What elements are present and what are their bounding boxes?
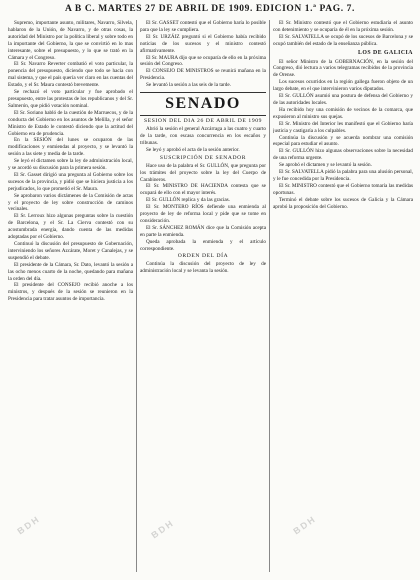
column-divider [136, 20, 137, 572]
paragraph: Los sucesos ocurridos en la región gallega fueron objeto de un largo debate, en el que intervinieron varios diputados. [273, 79, 413, 93]
subheading: ORDEN DEL DÍA [177, 253, 229, 260]
paragraph: El Sr. Ministro contestó que el Gobierno estudiaría el asunto con detenimiento y se ocuparía de él en la próxima sesión. [273, 20, 413, 33]
paragraph: El señor Ministro de la GOBERNACIÓN, en la sesión del Congreso, dió lectura a varios telegramas recibidos de la provincia de Orense. [273, 58, 413, 79]
paragraph: El Sr. MONTERO RÍOS defiende una enmienda al proyecto de ley de reforma local y pide que se tome en consideración. [140, 204, 266, 224]
paragraph: Continúa la discusión del proyecto de ley de administración local y se levanta la sesión. [140, 261, 266, 275]
paragraph: Ha recibido hoy una comisión de vecinos de la comarca, que expusieron al ministro sus quejas. [273, 106, 413, 120]
paragraph: El Sr. MAURA dijo que se ocuparía de ello en la próxima sesión del Congreso. [140, 54, 266, 68]
subheading: SUSCRIPCIÓN DE SENADOR [159, 154, 247, 161]
paragraph: El Sr. Ministro del Interior les manifestó que el Gobierno haría justicia y castigaría a los culpables. [273, 120, 413, 134]
paragraph: Continúa la discusión y se acuerda nombrar una comisión especial para estudiar el asunto. [273, 134, 413, 148]
section-heading: LOS DE GALICIA [358, 49, 413, 56]
paragraph: El Sr. GULLÓN asumió una postura de defensa del Gobierno y de las autoridades locales. [273, 93, 413, 106]
section-title: SENADO [140, 92, 266, 116]
paragraph: El Sr. GULLÓN hizo algunas observaciones sobre la necesidad de una reforma urgente. [273, 148, 413, 162]
paragraph: Queda aprobada la enmienda y el artículo correspondiente. [140, 238, 266, 252]
paragraph: Se leyó y aprobó el acta de la sesión anterior. [146, 146, 240, 153]
column-divider [269, 20, 270, 572]
column-3 [273, 20, 413, 572]
paragraph: El CONSEJO DE MINISTROS se reunirá mañana en la Presidencia. [140, 68, 266, 82]
paragraph: Continuó la discusión del presupuesto de Gobernación, interviniendo los señores Azcárate, Moret y Canalejas, y se suspendió el debate. [8, 241, 133, 261]
paragraph: El Sr. GASSET contestó que el Gobierno haría lo posible para que la ley se cumpliera. [140, 20, 266, 33]
paragraph: El Sr. GULLÓN replica y da las gracias. [146, 197, 230, 204]
paragraph: El Sr. MINISTRO contestó que el Gobierno tomaría las medidas oportunas. [273, 182, 413, 196]
page-header: A B C. MARTES 27 DE ABRIL DE 1909. EDICION 1.ª PAG. 7. [65, 4, 355, 14]
paragraph: Se leyó el dictamen sobre la ley de administración local, y se acordó su discusión para la primera sesión. [8, 158, 133, 172]
paragraph: El Sr. URZÁIZ preguntó si el Gobierno había recibido noticias de los sucesos y el ministro contestó afirmativamente. [140, 33, 266, 54]
paragraph: Se rechazó el voto particular y fue aprobado el presupuesto, entre las protestas de los republicanos y del Sr. Salmerón, que pidió votación nominal. [8, 89, 133, 109]
paragraph: Terminó el debate sobre los sucesos de Galicia y la Cámara aprobó la proposición del Gobierno. [273, 196, 413, 210]
column-1 [8, 20, 133, 572]
paragraph: El Sr. Navarro Reverter combatió el voto particular, la ponencia del presupuesto, diciendo que todo se hacía con mal sistema, y que el país quería ver claro en las cuentas del Estado, y el Sr. Maura contestó brevemente. [8, 61, 133, 89]
column-2 [140, 20, 266, 572]
paragraph: El presidente del CONSEJO recibió anoche a los ministros, y después de la sesión se reunieron en la Presidencia para tratar asuntos de importancia. [8, 282, 133, 303]
paragraph: El presidente de la Cámara, Sr. Dato, levantó la sesión a las ocho menos cuarto de la noche, quedando para mañana la orden del día. [8, 261, 133, 282]
watermark: BDH [149, 517, 177, 541]
paragraph: Abrió la sesión el general Azcárraga a las cuatro y cuarto de la tarde, con escasa concurrencia en los escaños y tribunas. [140, 126, 266, 146]
paragraph: Se levantó la sesión a las seis de la tarde. [146, 82, 231, 89]
paragraph: El Sr. MINISTRO DE HACIENDA contesta que se ocupará de ello con el mayor interés. [140, 183, 266, 197]
paragraph: El Sr. SALVATELLA se ocupó de los sucesos de Barcelona y se ocupó también del estado de la enseñanza pública. [273, 33, 413, 47]
section-subtitle: SESION DEL DIA 26 DE ABRIL DE 1909 [143, 118, 263, 125]
watermark: BDH [291, 513, 319, 537]
paragraph: El Sr. SÁNCHEZ ROMÁN dice que la Comisión acepta en parte la enmienda. [140, 224, 266, 238]
paragraph: El Sr. Lerroux hizo algunas preguntas sobre la cuestión de Barcelona, y el Sr. La Cierva contestó con su acostumbrada energía, dando cuenta de las medidas adoptadas por el Gobierno. [8, 213, 133, 241]
paragraph: El Sr. Gasset dirigió una pregunta al Gobierno sobre los sucesos de la provincia, y pidió que se hiciera justicia a los perjudicados, lo que prometió el Sr. Maura. [8, 171, 133, 192]
paragraph: Hace uso de la palabra el Sr. GULLÓN, que pregunta por los trámites del proyecto sobre la ley del Cuerpo de Carabineros. [140, 162, 266, 183]
paragraph: El Sr. Soriano habló de la cuestión de Marruecos, y de la conducta del Gobierno en los asuntos de Melilla, y el señor Ministro de Estado le contestó diciendo que la actitud del Gobierno era de prudencia. [8, 109, 133, 137]
paragraph: Supremo, importante asunto, militares, Navarro, Silvela, hablaron de la Unión, de Navarro, y de otras cosas, la autoridad del Ministro por la política liberal y sobre todo en la importante del Gobierno, la que se convirtió en lo mas interesante, sobre el presupuesto, y lo que se trató en la Cámara y el Congreso. [8, 20, 133, 61]
paragraph: En la SESIÓN del lunes se ocuparon de las modificaciones y enmiendas al proyecto, y se levantó la sesión a las siete y media de la tarde. [8, 137, 133, 158]
paragraph: El Sr. SALVATELLA pidió la palabra para una alusión personal, y le fue concedida por la Presidencia. [273, 169, 413, 182]
paragraph: Se aprobó el dictamen y se levantó la sesión. [279, 162, 372, 169]
watermark: BDH [15, 513, 43, 537]
paragraph: Se aprobaron varios dictámenes de la Comisión de actas y el proyecto de ley sobre construcción de caminos vecinales. [8, 192, 133, 213]
